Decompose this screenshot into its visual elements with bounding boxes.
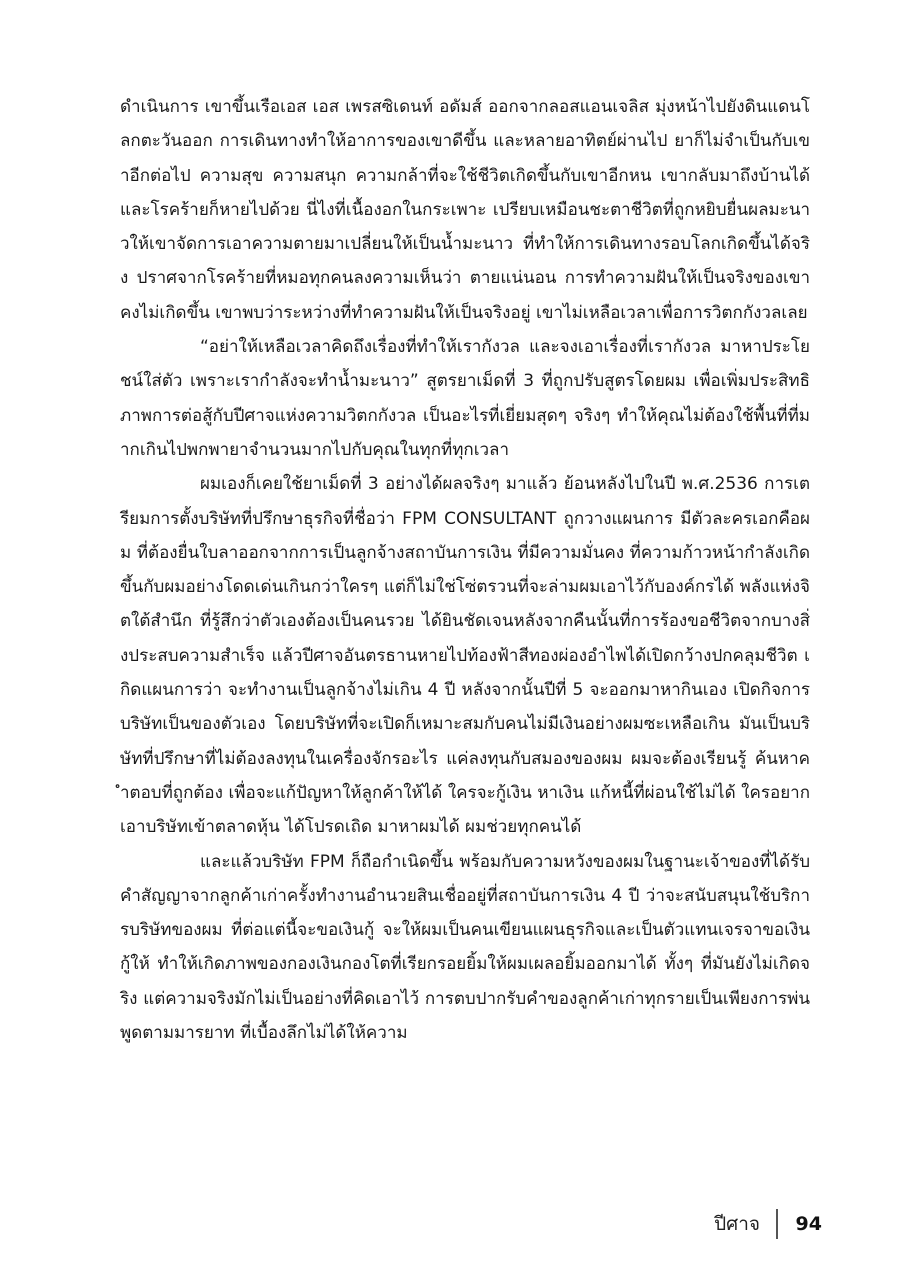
footer-divider (776, 1209, 778, 1239)
body-text (120, 90, 810, 1050)
page-number: 94 (795, 1213, 822, 1235)
running-chapter-title: ปีศาจ (714, 1213, 761, 1235)
paragraph-4: และแล้วบริษัท FPM ก็ถือกำเนิดขึ้น พร้อมกับความหวังของผมในฐานะเจ้าของที่ได้รับคำสัญญาจากลูกค้าเก่าครั้งทำงานอำนวยสินเชื่ออยู่ที่สถาบันการเงิน 4 ปี ว่าจะสนับสนุนใช้บริการบริษัทของผม ที่ต่อแต่นี้จะขอเงินกู้ จะให้ผมเป็นคนเขียนแผนธุรกิจและเป็นตัวแทนเจรจาขอเงินกู้ให้ ทำให้เกิดภาพของกองเงินกองโตที่เรียกรอยยิ้มให้ผมเผลอยิ้มออกมาได้ ทั้งๆ ที่มันยังไม่เกิดจริง แต่ความจริงมักไม่เป็นอย่างที่คิดเอาไว้ การตบปากรับคำของลูกค้าเก่าทุกรายเป็นเพียงการพ่นพูดตามมารยาท ที่เบื้องลึกไม่ได้ให้ความ (120, 851, 810, 1044)
page-footer (714, 1204, 822, 1244)
paragraph-2: “อย่าให้เหลือเวลาคิดถึงเรื่องที่ทำให้เรากังวล และจงเอาเรื่องที่เรากังวล มาหาประโยชน์ใส่ตัว เพราะเรากำลังจะทำน้ำมะนาว” สูตรยาเม็ดที่ 3 ที่ถูกปรับสูตรโดยผม เพื่อเพิ่มประสิทธิภาพการต่อสู้กับปีศาจแห่งความวิตกกังวล เป็นอะไรที่เยี่ยมสุดๆ จริงๆ ทำให้คุณไม่ต้องใช้พื้นที่ที่มากเกินไปพกพายาจำนวนมากไปกับคุณในทุกที่ทุกเวลา (120, 337, 810, 460)
paragraph-3: ผมเองก็เคยใช้ยาเม็ดที่ 3 อย่างได้ผลจริงๆ มาแล้ว ย้อนหลังไปในปี พ.ศ.2536 การเตรียมการตั้งบริษัทที่ปรึกษาธุรกิจที่ชื่อว่า FPM CONSULTANT ถูกวางแผนการ มีตัวละครเอกคือผม ที่ต้องยื่นใบลาออกจากการเป็นลูกจ้างสถาบันการเงิน ที่มีความมั่นคง ที่ความก้าวหน้ากำลังเกิดขึ้นกับผมอย่างโดดเด่นเกินกว่าใครๆ แต่ก็ไม่ใช่โซ่ตรวนที่จะล่ามผมเอาไว้กับองค์กรได้ พลังแห่งจิตใต้สำนึก ที่รู้สึกว่าตัวเองต้องเป็นคนรวย ได้ยินชัดเจนหลังจากคืนนั้นที่การร้องขอชีวิตจากบางสิ่งประสบความสำเร็จ แล้วปีศาจอันตรธานหายไปท้องฟ้าสีทองผ่องอำไพได้เปิดกว้างปกคลุมชีวิต เกิดแผนการว่า จะทำงานเป็นลูกจ้างไม่เกิน 4 ปี หลังจากนั้นปีที่ 5 จะออกมาหากินเอง เปิดกิจการบริษัทเป็นของตัวเอง โดยบริษัทที่จะเปิดก็เหมาะสมกับคนไม่มีเงินอย่างผมซะเหลือเกิน มันเป็นบริษัทที่ปรึกษาที่ไม่ต้องลงทุนในเครื่องจักรอะไร แค่ลงทุนกับสมองของผม ผมจะต้องเรียนรู้ ค้นหาคำตอบที่ถูกต้อง เพื่อจะแก้ปัญหาให้ลูกค้าให้ได้ ใครจะกู้เงิน หาเงิน แก้หนี้ที่ผ่อนใช้ไม่ได้ ใครอยากเอาบริษัทเข้าตลาดหุ้น ได้โปรดเถิด มาหาผมได้ ผมช่วยทุกคนได้ (120, 474, 810, 838)
paragraph-1: ดำเนินการ เขาขึ้นเรือเอส เอส เพรสซิเดนท์ อดัมส์ ออกจากลอสแอนเจลิส มุ่งหน้าไปยังดินแดนโลกตะวันออก การเดินทางทำให้อาการของเขาดีขึ้น และหลายอาทิตย์ผ่านไป ยาก็ไม่จำเป็นกับเขาอีกต่อไป ความสุข ความสนุก ความกล้าที่จะใช้ชีวิตเกิดขึ้นกับเขาอีกหน เขากลับมาถึงบ้านได้ และโรคร้ายก็หายไปด้วย นี่ไงที่เนื้องอกในกระเพาะ เปรียบเหมือนชะตาชีวิตที่ถูกหยิบยื่นผลมะนาวให้เขาจัดการเอาความตายมาเปลี่ยนให้เป็นน้ำมะนาว ที่ทำให้การเดินทางรอบโลกเกิดขึ้นได้จริง ปราศจากโรคร้ายที่หมอทุกคนลงความเห็นว่า ตายแน่นอน การทำความฝันให้เป็นจริงของเขาคงไม่เกิดขึ้น เขาพบว่าระหว่างที่ทำความฝันให้เป็นจริงอยู่ เขาไม่เหลือเวลาเพื่อการวิตกกังวลเลย (120, 97, 810, 323)
